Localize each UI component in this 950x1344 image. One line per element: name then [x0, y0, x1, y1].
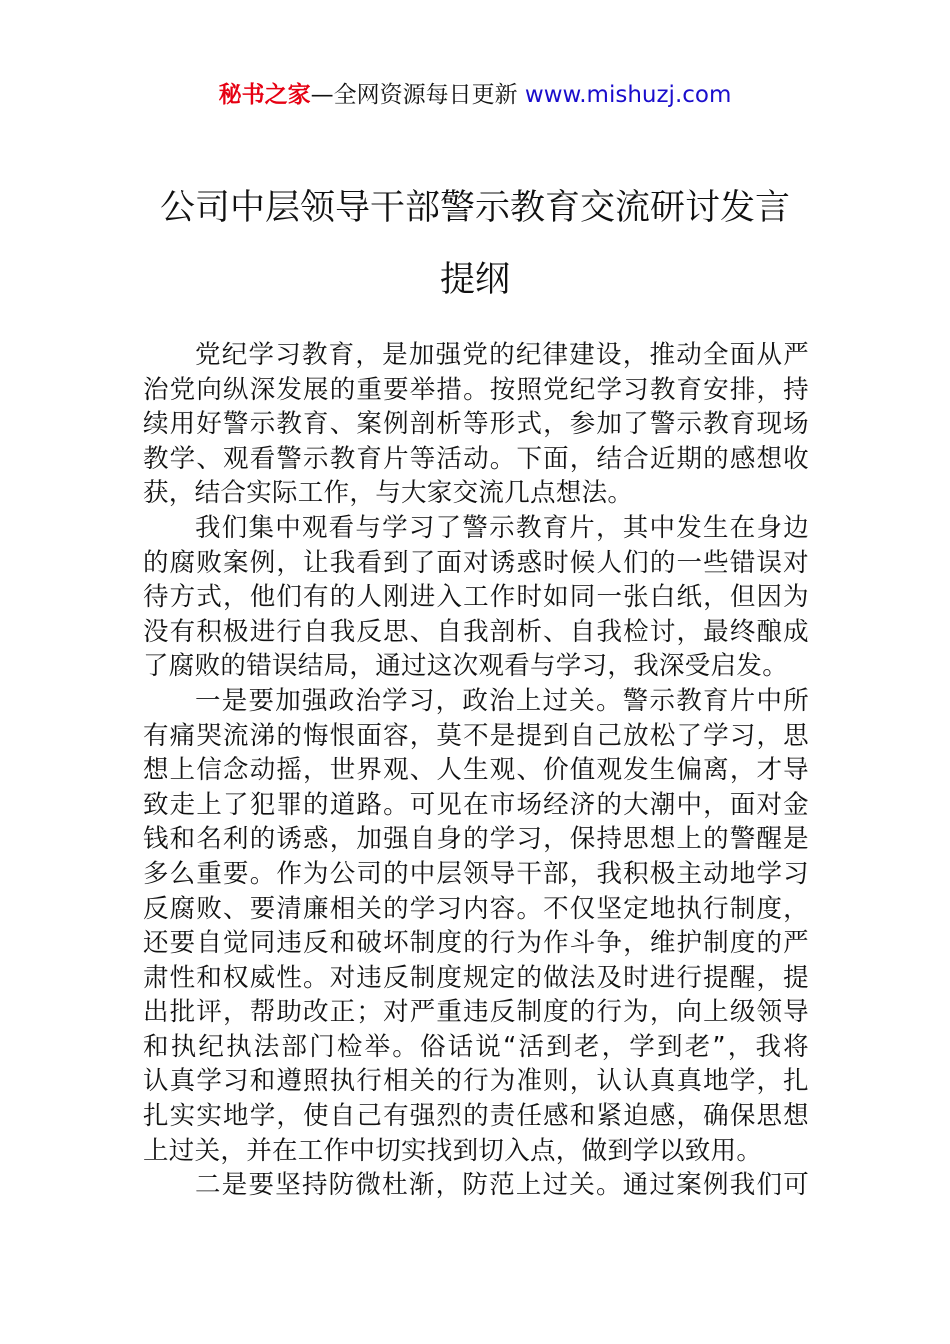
body-line: 教学、观看警示教育片等活动。下面，结合近期的感想收	[143, 443, 809, 474]
title-line-2: 提纲	[439, 260, 510, 300]
body-line: 想上信念动摇，世界观、人生观、价值观发生偏离，才导	[143, 755, 809, 786]
body-line: 反腐败、要清廉相关的学习内容。不仅坚定地执行制度，	[143, 893, 809, 924]
body-line: 获，结合实际工作，与大家交流几点想法。	[143, 478, 634, 509]
body-line: 上过关，并在工作中切实找到切入点，做到学以致用。	[143, 1135, 763, 1166]
body-line: 了腐败的错误结局，通过这次观看与学习，我深受启发。	[143, 651, 789, 682]
body-line: 待方式，他们有的人刚进入工作时如同一张白纸，但因为	[143, 582, 809, 613]
body-line: 扎实实地学，使自己有强烈的责任感和紧迫感，确保思想	[143, 1101, 809, 1132]
body-line: 还要自觉同违反和破坏制度的行为作斗争，维护制度的严	[143, 928, 809, 959]
header-tagline: —全网资源每日更新	[310, 82, 518, 108]
body-line: 治党向纵深发展的重要举措。按照党纪学习教育安排，持	[143, 374, 809, 405]
body-line: 出批评，帮助改正；对严重违反制度的行为，向上级领导	[143, 997, 809, 1028]
document-title	[80, 172, 870, 316]
body-line: 钱和名利的诱惑，加强自身的学习，保持思想上的警醒是	[143, 824, 809, 855]
body-line: 和执纪执法部门检举。俗话说“活到老，学到老”，我将	[143, 1031, 809, 1062]
site-url-link[interactable]: www.mishuzj.com	[524, 82, 732, 108]
site-header	[0, 78, 950, 112]
body-line: 肃性和权威性。对违反制度规定的做法及时进行提醒，提	[143, 962, 809, 993]
title-line-1: 公司中层领导干部警示教育交流研讨发言	[159, 188, 790, 228]
body-line: 我们集中观看与学习了警示教育片，其中发生在身边	[195, 512, 809, 543]
document-body	[143, 338, 809, 1203]
brand-name: 秘书之家	[218, 82, 311, 108]
body-line: 有痛哭流涕的悔恨面容，莫不是提到自己放松了学习，思	[143, 720, 809, 751]
body-line: 没有积极进行自我反思、自我剖析、自我检讨，最终酿成	[143, 616, 809, 647]
body-line: 一是要加强政治学习，政治上过关。警示教育片中所	[195, 685, 809, 716]
body-line: 的腐败案例，让我看到了面对诱惑时候人们的一些错误对	[143, 547, 809, 578]
body-line: 致走上了犯罪的道路。可见在市场经济的大潮中，面对金	[143, 789, 809, 820]
body-line: 认真学习和遵照执行相关的行为准则，认认真真地学，扎	[143, 1066, 809, 1097]
body-line: 二是要坚持防微杜渐，防范上过关。通过案例我们可	[195, 1170, 809, 1201]
body-line: 党纪学习教育，是加强党的纪律建设，推动全面从严	[195, 340, 809, 370]
body-line: 多么重要。作为公司的中层领导干部，我积极主动地学习	[143, 858, 809, 889]
body-line: 续用好警示教育、案例剖析等形式，参加了警示教育现场	[143, 409, 809, 440]
